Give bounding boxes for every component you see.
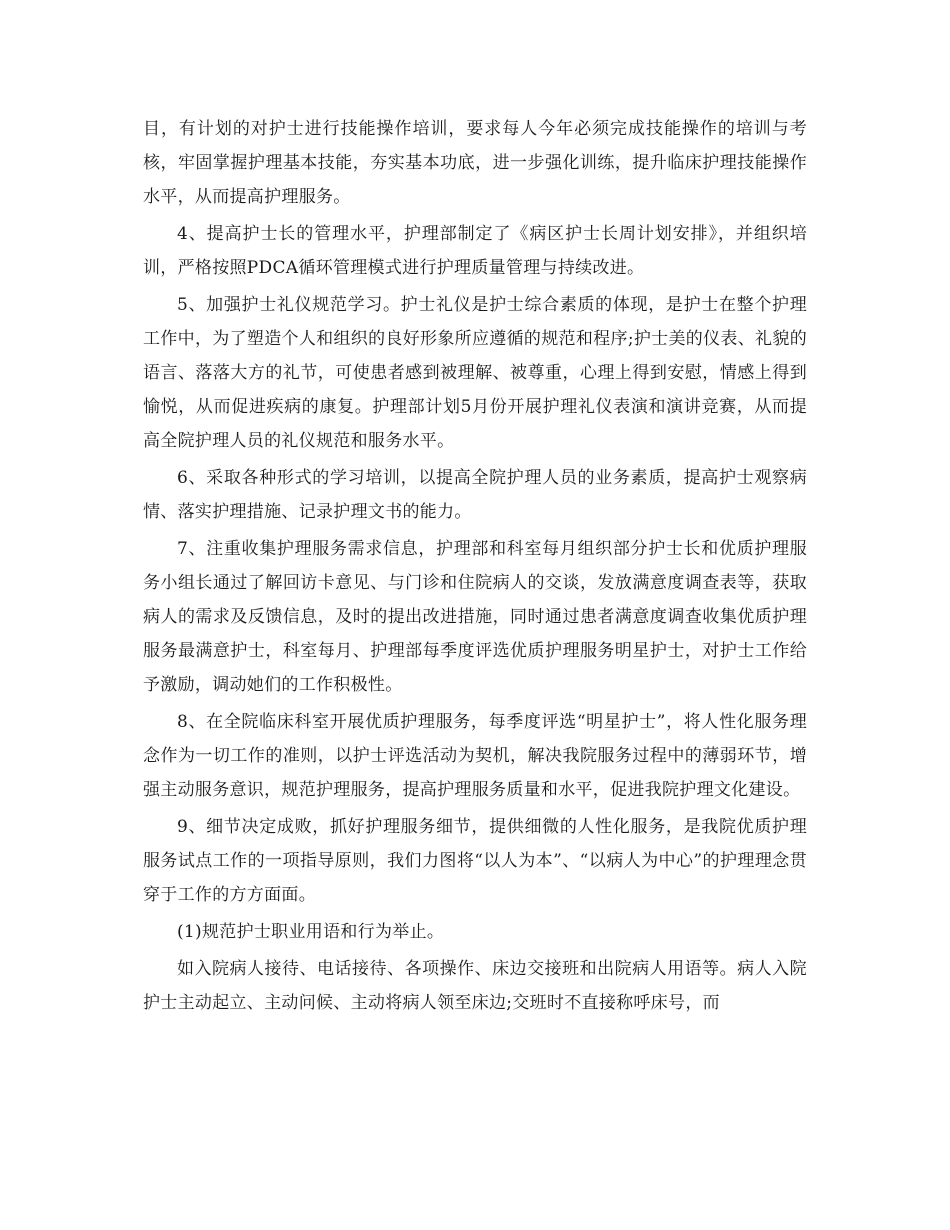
document-body <box>143 112 807 1023</box>
paragraph-subitem-1: (1)规范护士职业用语和行为举止。 <box>177 922 445 942</box>
paragraph-item-9: 9、细节决定成败，抓好护理服务细节，提供细微的人性化服务，是我院优质护理服务试点工作的一项指导原则，我们力图将“以人为本”、“以病人为中心”的护理理念贯穿于工作的方方面面。 <box>143 817 807 905</box>
paragraph-subitem-1-detail: 如入院病人接待、电话接待、各项操作、床边交接班和出院病人用语等。病人入院护士主动起立、主动问候、主动将病人领至床边;交班时不直接称呼床号，而 <box>143 959 807 1013</box>
paragraph-item-7: 7、注重收集护理服务需求信息，护理部和科室每月组织部分护士长和优质护理服务小组长通过了解回访卡意见、与门诊和住院病人的交谈，发放满意度调查表等，获取病人的需求及反馈信息，及时的提出改进措施，同时通过患者满意度调查收集优质护理服务最满意护士，科室每月、护理部每季度评选优质护理服务明星护士，对护士工作给予激励，调动她们的工作积极性。 <box>143 539 807 695</box>
paragraph-item-6: 6、采取各种形式的学习培训，以提高全院护理人员的业务素质，提高护士观察病情、落实护理措施、记录护理文书的能力。 <box>143 468 807 522</box>
paragraph-item-5: 5、加强护士礼仪规范学习。护士礼仪是护士综合素质的体现，是护士在整个护理工作中，为了塑造个人和组织的良好形象所应遵循的规范和程序;护士美的仪表、礼貌的语言、落落大方的礼节，可使患者感到被理解、被尊重，心理上得到安慰，情感上得到愉悦，从而促进疾病的康复。护理部计划5月份开展护理礼仪表演和演讲竞赛，从而提高全院护理人员的礼仪规范和服务水平。 <box>143 295 807 451</box>
paragraph-item-8: 8、在全院临床科室开展优质护理服务，每季度评选“明星护士”，将人性化服务理念作为一切工作的准则，以护士评选活动为契机，解决我院服务过程中的薄弱环节，增强主动服务意识，规范护理服务，提高护理服务质量和水平，促进我院护理文化建设。 <box>143 712 807 800</box>
paragraph-continuation: 目，有计划的对护士进行技能操作培训，要求每人今年必须完成技能操作的培训与考核，牢固掌握护理基本技能，夯实基本功底，进一步强化训练，提升临床护理技能操作水平，从而提高护理服务。 <box>143 119 807 207</box>
paragraph-item-4: 4、提高护士长的管理水平，护理部制定了《病区护士长周计划安排》，并组织培训，严格按照PDCA循环管理模式进行护理质量管理与持续改进。 <box>143 224 807 278</box>
